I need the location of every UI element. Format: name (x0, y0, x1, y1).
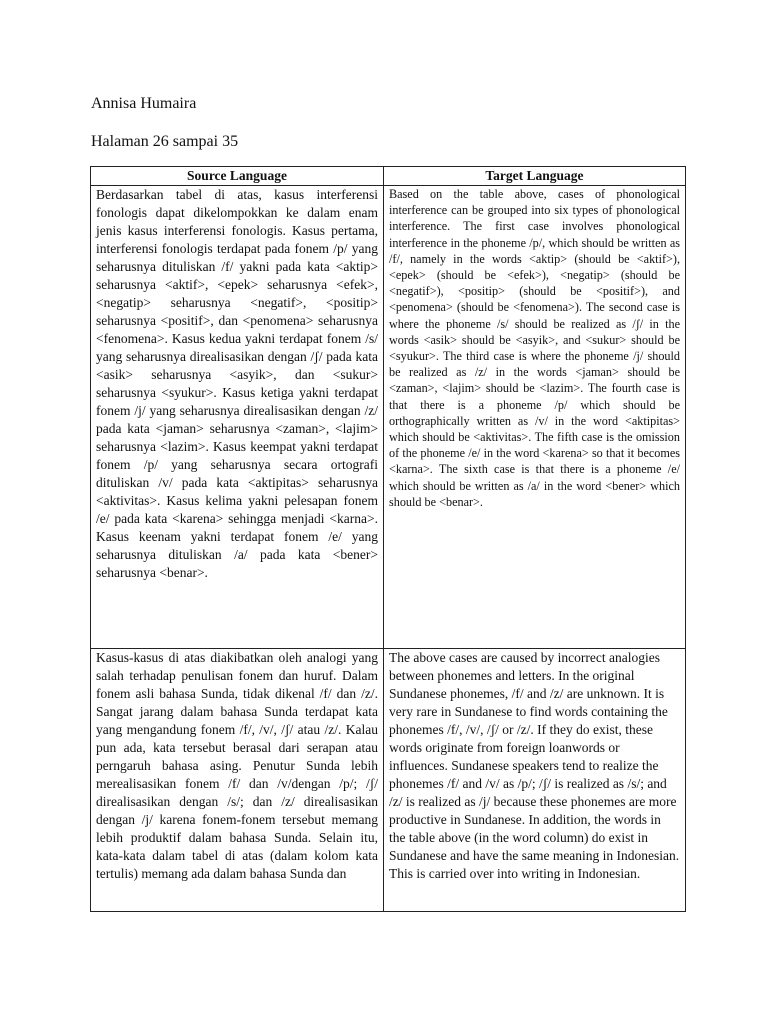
page-range-label: Halaman 26 sampai 35 (91, 133, 239, 150)
translation-table (90, 166, 686, 912)
target-language-header: Target Language (384, 167, 686, 186)
source-cell (91, 649, 384, 912)
table-row (91, 186, 686, 649)
source-language-header: Source Language (91, 167, 384, 186)
target-cell (384, 649, 686, 912)
target-cell (384, 186, 686, 649)
target-paragraph: The above cases are caused by incorrect analogies between phonemes and letters. In the original Sundanese phonemes, /f/ and /z/ are unknown. It is very rare in Sundanese to find words containing the phonemes /f/, /v/, /ʃ/ or /z/. If they do exist, these words originate from foreign loanwords or influences. Sundanese speakers tend to realize the phonemes /f/ and /v/ as /p/; /ʃ/ is realized as /s/; and /z/ is realized as /j/ because these phonemes are more productive in Sundanese. In addition, the words in the table above (in the word column) do exist in Sundanese and have the same meaning in Indonesian. This is carried over into writing in Indonesian. (389, 650, 680, 881)
table-row (91, 649, 686, 912)
table-header-row (91, 167, 686, 186)
source-paragraph: Berdasarkan tabel di atas, kasus interferensi fonologis dapat dikelompokkan ke dalam enam jenis kasus interferensi fonologis. Kasus pertama, interferensi fonologis terdapat pada fonem /p/ yang seharusnya dituliskan /f/ yakni pada kata <aktip> seharusnya <aktif>, <epek> seharusnya <efek>, <negatip> seharusnya <negatif>, <positip> seharusnya <positif>, dan <penomena> seharusnya <fenomena>. Kasus kedua yakni terdapat fonem /s/ yang seharusnya direalisasikan dengan /ʃ/ pada kata <asik> seharusnya <asyik>, dan <sukur> seharusnya <syukur>. Kasus ketiga yakni terdapat fonem /j/ yang seharusnya direalisasikan dengan /z/ pada kata <jaman> seharusnya <zaman>, <lajim> seharusnya <lazim>. Kasus keempat yakni terdapat fonem /p/ yang seharusnya secara ortografi dituliskan /v/ pada kata <aktipitas> seharusnya <aktivitas>. Kasus kelima yakni pelesapan fonem /e/ pada kata <karena> sehingga menjadi <karna>. Kasus keenam yakni terdapat fonem /e/ yang seharusnya dituliskan /a/ pada kata <bener> seharusnya <benar>. (96, 187, 378, 580)
source-paragraph: Kasus-kasus di atas diakibatkan oleh analogi yang salah terhadap penulisan fonem dan huruf. Dalam fonem asli bahasa Sunda, tidak dikenal /f/ dan /z/. Sangat jarang dalam bahasa Sunda terdapat kata yang mengandung fonem /f/, /v/, /ʃ/ atau /z/. Kalau pun ada, kata tersebut berasal dari serapan atau perngaruh bahasa asing. Penutur Sunda lebih merealisasikan fonem /f/ dan /v/dengan /p/; /ʃ/ direalisasikan dengan /s/; dan /z/ direalisasikan dengan /j/ karena fonem-fonem tersebut memang lebih produktif dalam bahasa Sunda. Selain itu, kata-kata dalam tabel di atas (dalam kolom kata tertulis) memang ada dalam bahasa Sunda dan (96, 650, 378, 881)
target-paragraph: Based on the table above, cases of phonological interference can be grouped into six types of phonological interference. The first case involves phonological interference in the phoneme /p/, which should be written as /f/, namely in the words <aktip> (should be <aktif>), <epek> (should be <efek>), <negatip> (should be <negatif>), <positip> (should be <positif>), and <penomena> (should be <fenomena>). The second case is where the phoneme /s/ should be realized as /ʃ/ in the words <asik> should be <asyik>, and <sukur> should be <syukur>. The third case is where the phoneme /j/ should be realized as /z/ in the words <jaman> should be <zaman>, <lajim> should be <lazim>. The fourth case is that there is a phoneme /p/ which should be orthographically written as /v/ in the word <aktipitas> which should be <aktivitas>. The fifth case is the omission of the phoneme /e/ in the word <karena> so that it becomes <karna>. The sixth case is that there is a phoneme /e/ which should be written as /a/ in the word <bener> which should be <benar>. (389, 187, 680, 509)
source-cell (91, 186, 384, 649)
author-name: Annisa Humaira (91, 95, 197, 112)
